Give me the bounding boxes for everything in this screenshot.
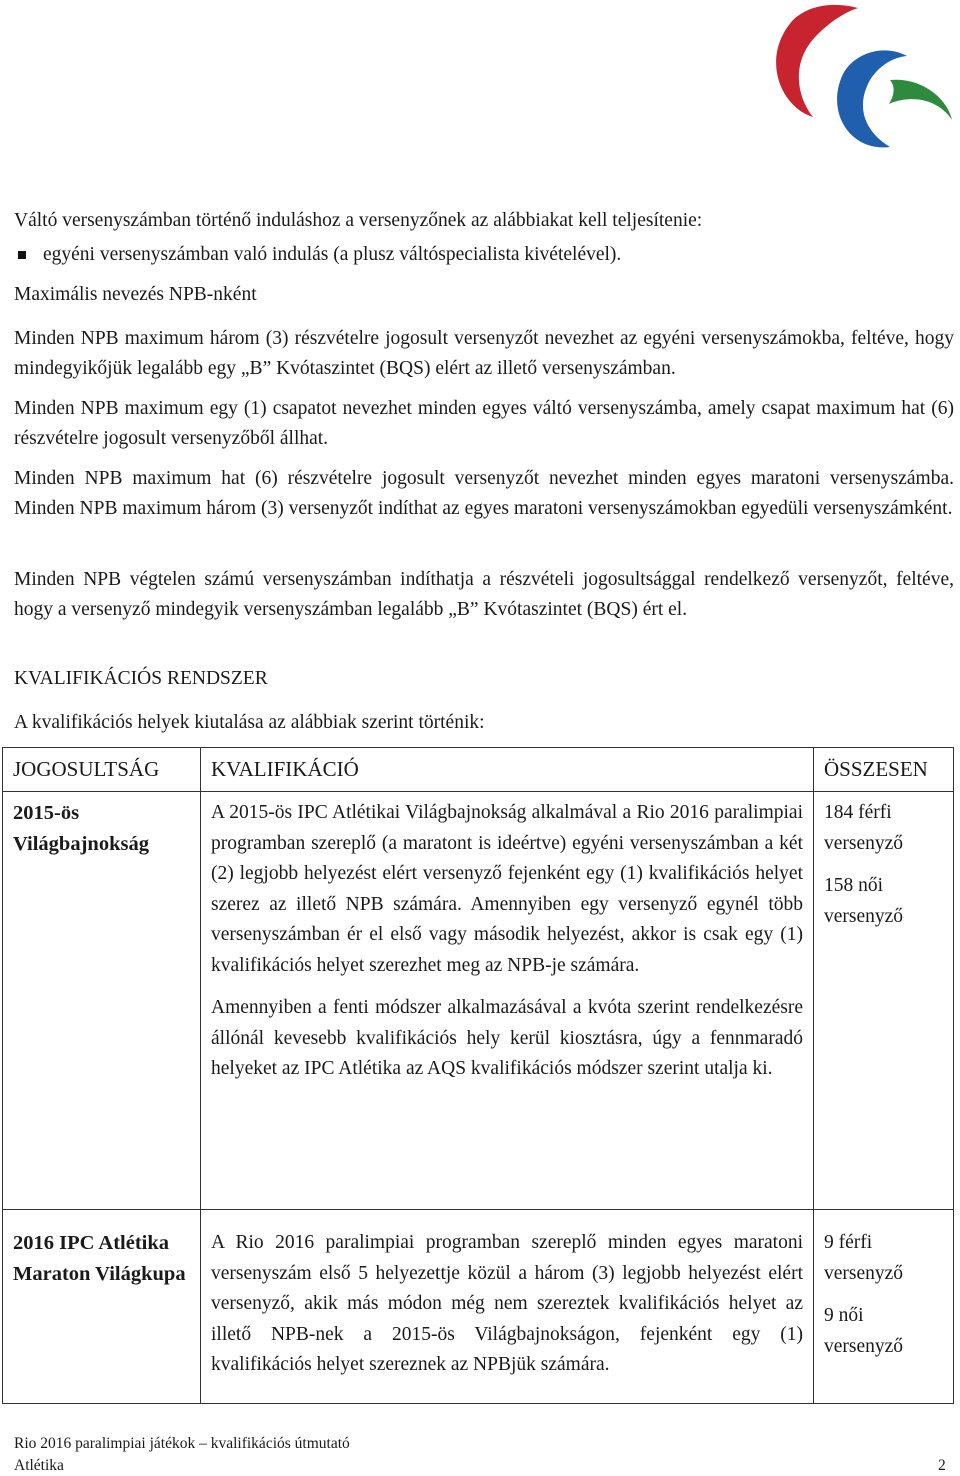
qualification-paragraph: Amennyiben a fenti módszer alkalmazásával a kvóta szerint rendelkezésre állónál kevesebb kvalifikációs hely kerül kiosztásra, úgy a fennmaradó helyeket az IPC Atlétika az AQS kvalifikációs módszer szerint utalja ki. xyxy=(211,997,803,1079)
header-total: ÖSSZESEN xyxy=(814,748,954,792)
table-row xyxy=(3,792,954,1210)
qualification-cell xyxy=(201,1210,814,1404)
total-cell xyxy=(814,792,954,1210)
max-entries-paragraph-2: Minden NPB maximum egy (1) csapatot nevezhet minden egyes váltó versenyszámba, amely csapat maximum hat (6) részvételre jogosult versenyzőből állhat. xyxy=(14,398,954,449)
max-entries-paragraph-3: Minden NPB maximum hat (6) részvételre jogosult versenyzőt nevezhet minden egyes maratoni versenyszámba. Minden NPB maximum három (3) versenyzőt indíthat az egyes maratoni versenyszámokban egyedüli versenyszámként. xyxy=(14,468,954,519)
footer-title: Rio 2016 paralimpiai játékok – kvalifikációs útmutató xyxy=(14,1435,350,1452)
footer-section: Atlétika xyxy=(14,1457,64,1474)
qualification-paragraph: A Rio 2016 paralimpiai programban szereplő minden egyes maratoni versenyszám első 5 helyezettje közül a három (3) legjobb helyezést elért versenyző, akik más módon még nem szereztek kvalifikációs helyet az illető NPB-nek a 2015-ös Világbajnokságon, fejenként egy (1) kvalifikációs helyet szereznek az NPBjük számára. xyxy=(211,1232,803,1375)
qualification-paragraph: A 2015-ös IPC Atlétikai Világbajnokság alkalmával a Rio 2016 paralimpiai programban szereplő (a maratont is ideértve) egyéni versenyszámban a két (2) legjobb helyezést elért versenyző fejenként egy (1) kvalifikációs helyet szerez az illető NPB számára. Amennyiben egy versenyző egynél több versenyszámban ér el első vagy második helyezést, akkor is csak egy (1) kvalifikációs helyet szerezhet meg az NPB-je számára. xyxy=(211,802,803,976)
total-men: 9 férfi versenyző xyxy=(824,1232,904,1284)
bullet-square-icon xyxy=(18,251,26,259)
qualification-cell xyxy=(201,792,814,1210)
qualification-table xyxy=(2,747,954,1404)
agitos-logo xyxy=(755,2,955,152)
qualification-intro: A kvalifikációs helyek kiutalása az alábbiak szerint történik: xyxy=(14,712,485,733)
footer-page-number: 2 xyxy=(938,1457,946,1474)
total-women: 9 női versenyző xyxy=(824,1305,904,1357)
table-row xyxy=(3,1210,954,1404)
agitos-green-arc xyxy=(889,80,952,120)
total-women: 158 női versenyző xyxy=(824,875,904,927)
total-cell xyxy=(814,1210,954,1404)
bullet-text: egyéni versenyszámban való indulás (a plusz váltóspecialista kivételével). xyxy=(43,244,622,265)
bullet-item xyxy=(14,240,621,270)
max-entries-paragraph-4: Minden NPB végtelen számú versenyszámban indíthatja a részvételi jogosultsággal rendelkező versenyzőt, feltéve, hogy a versenyző mindegyik versenyszámban legalább „B” Kvótaszintet (BQS) ért el. xyxy=(14,569,954,620)
header-eligibility: JOGOSULTSÁG xyxy=(3,748,201,792)
header-qualification: KVALIFIKÁCIÓ xyxy=(201,748,814,792)
eligibility-cell: 2015-ös Világbajnokság xyxy=(3,792,201,1210)
max-entries-paragraph-1: Minden NPB maximum három (3) részvételre jogosult versenyzőt nevezhet az egyéni versenyszámokba, feltéve, hogy mindegyikőjük legalább egy „B” Kvótaszintet (BQS) elért az illető versenyszámban. xyxy=(14,328,954,379)
relay-requirement-text: Váltó versenyszámban történő induláshoz a versenyzőnek az alábbiakat kell teljesítenie: xyxy=(14,210,703,231)
eligibility-cell: 2016 IPC Atlétika Maraton Világkupa xyxy=(3,1210,201,1404)
table-header-row xyxy=(3,748,954,792)
total-men: 184 férfi versenyző xyxy=(824,802,904,854)
max-entries-heading: Maximális nevezés NPB-nként xyxy=(14,284,257,305)
qualification-heading: KVALIFIKÁCIÓS RENDSZER xyxy=(14,668,268,689)
